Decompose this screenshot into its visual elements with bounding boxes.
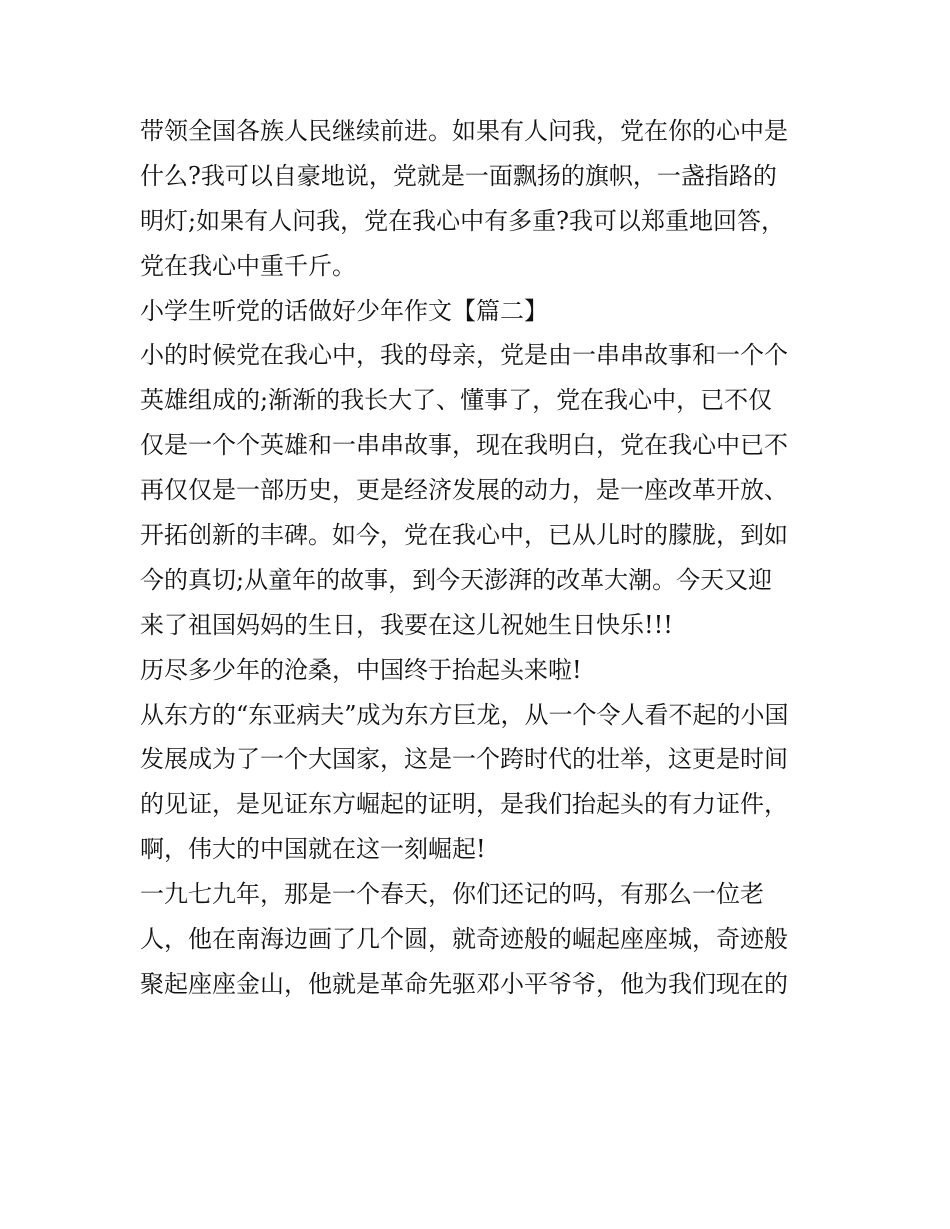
text-line: 来了祖国妈妈的生日，我要在这儿祝她生日快乐!!! bbox=[140, 610, 673, 639]
text-line: 什么?我可以自豪地说，党就是一面飘扬的旗帜，一盏指路的 bbox=[140, 161, 777, 190]
text-line: 带领全国各族人民继续前进。如果有人问我，党在你的心中是 bbox=[140, 117, 788, 145]
text-line: 明灯;如果有人问我，党在我心中有多重?我可以郑重地回答， bbox=[140, 206, 785, 235]
text-line: 啊，伟大的中国就在这一刻崛起! bbox=[140, 835, 486, 864]
text-line: 今的真切;从童年的故事，到今天澎湃的改革大潮。今天又迎 bbox=[140, 565, 773, 594]
text-line: 英雄组成的;渐渐的我长大了、懂事了，党在我心中，已不仅 bbox=[140, 386, 773, 415]
text-line: 再仅仅是一部历史，更是经济发展的动力，是一座改革开放、 bbox=[140, 476, 788, 505]
text-line: 历尽多少年的沧桑，中国终于抬起头来啦! bbox=[140, 655, 582, 684]
text-line: 人，他在南海边画了几个圆，就奇迹般的崛起座座城，奇迹般 bbox=[140, 925, 788, 954]
text-line: 的见证，是见证东方崛起的证明，是我们抬起头的有力证件， bbox=[140, 790, 788, 819]
text-line: 仅是一个个英雄和一串串故事，现在我明白，党在我心中已不 bbox=[140, 431, 788, 460]
text-line: 一九七九年，那是一个春天，你们还记的吗，有那么一位老 bbox=[140, 880, 764, 909]
text-line: 从东方的“东亚病夫”成为东方巨龙，从一个令人看不起的小国 bbox=[140, 700, 789, 729]
text-line: 党在我心中重千斤。 bbox=[140, 251, 356, 280]
document-body bbox=[140, 109, 820, 1007]
text-line: 聚起座座金山，他就是革命先驱邓小平爷爷，他为我们现在的 bbox=[140, 969, 788, 998]
text-line: 发展成为了一个大国家，这是一个跨时代的壮举，这更是时间 bbox=[140, 745, 788, 774]
text-line: 开拓创新的丰碑。如今，党在我心中，已从儿时的朦胧，到如 bbox=[140, 521, 788, 550]
text-line: 小的时候党在我心中，我的母亲，党是由一串串故事和一个个 bbox=[140, 341, 788, 370]
section-heading: 小学生听党的话做好少年作文【篇二】 bbox=[140, 296, 548, 325]
